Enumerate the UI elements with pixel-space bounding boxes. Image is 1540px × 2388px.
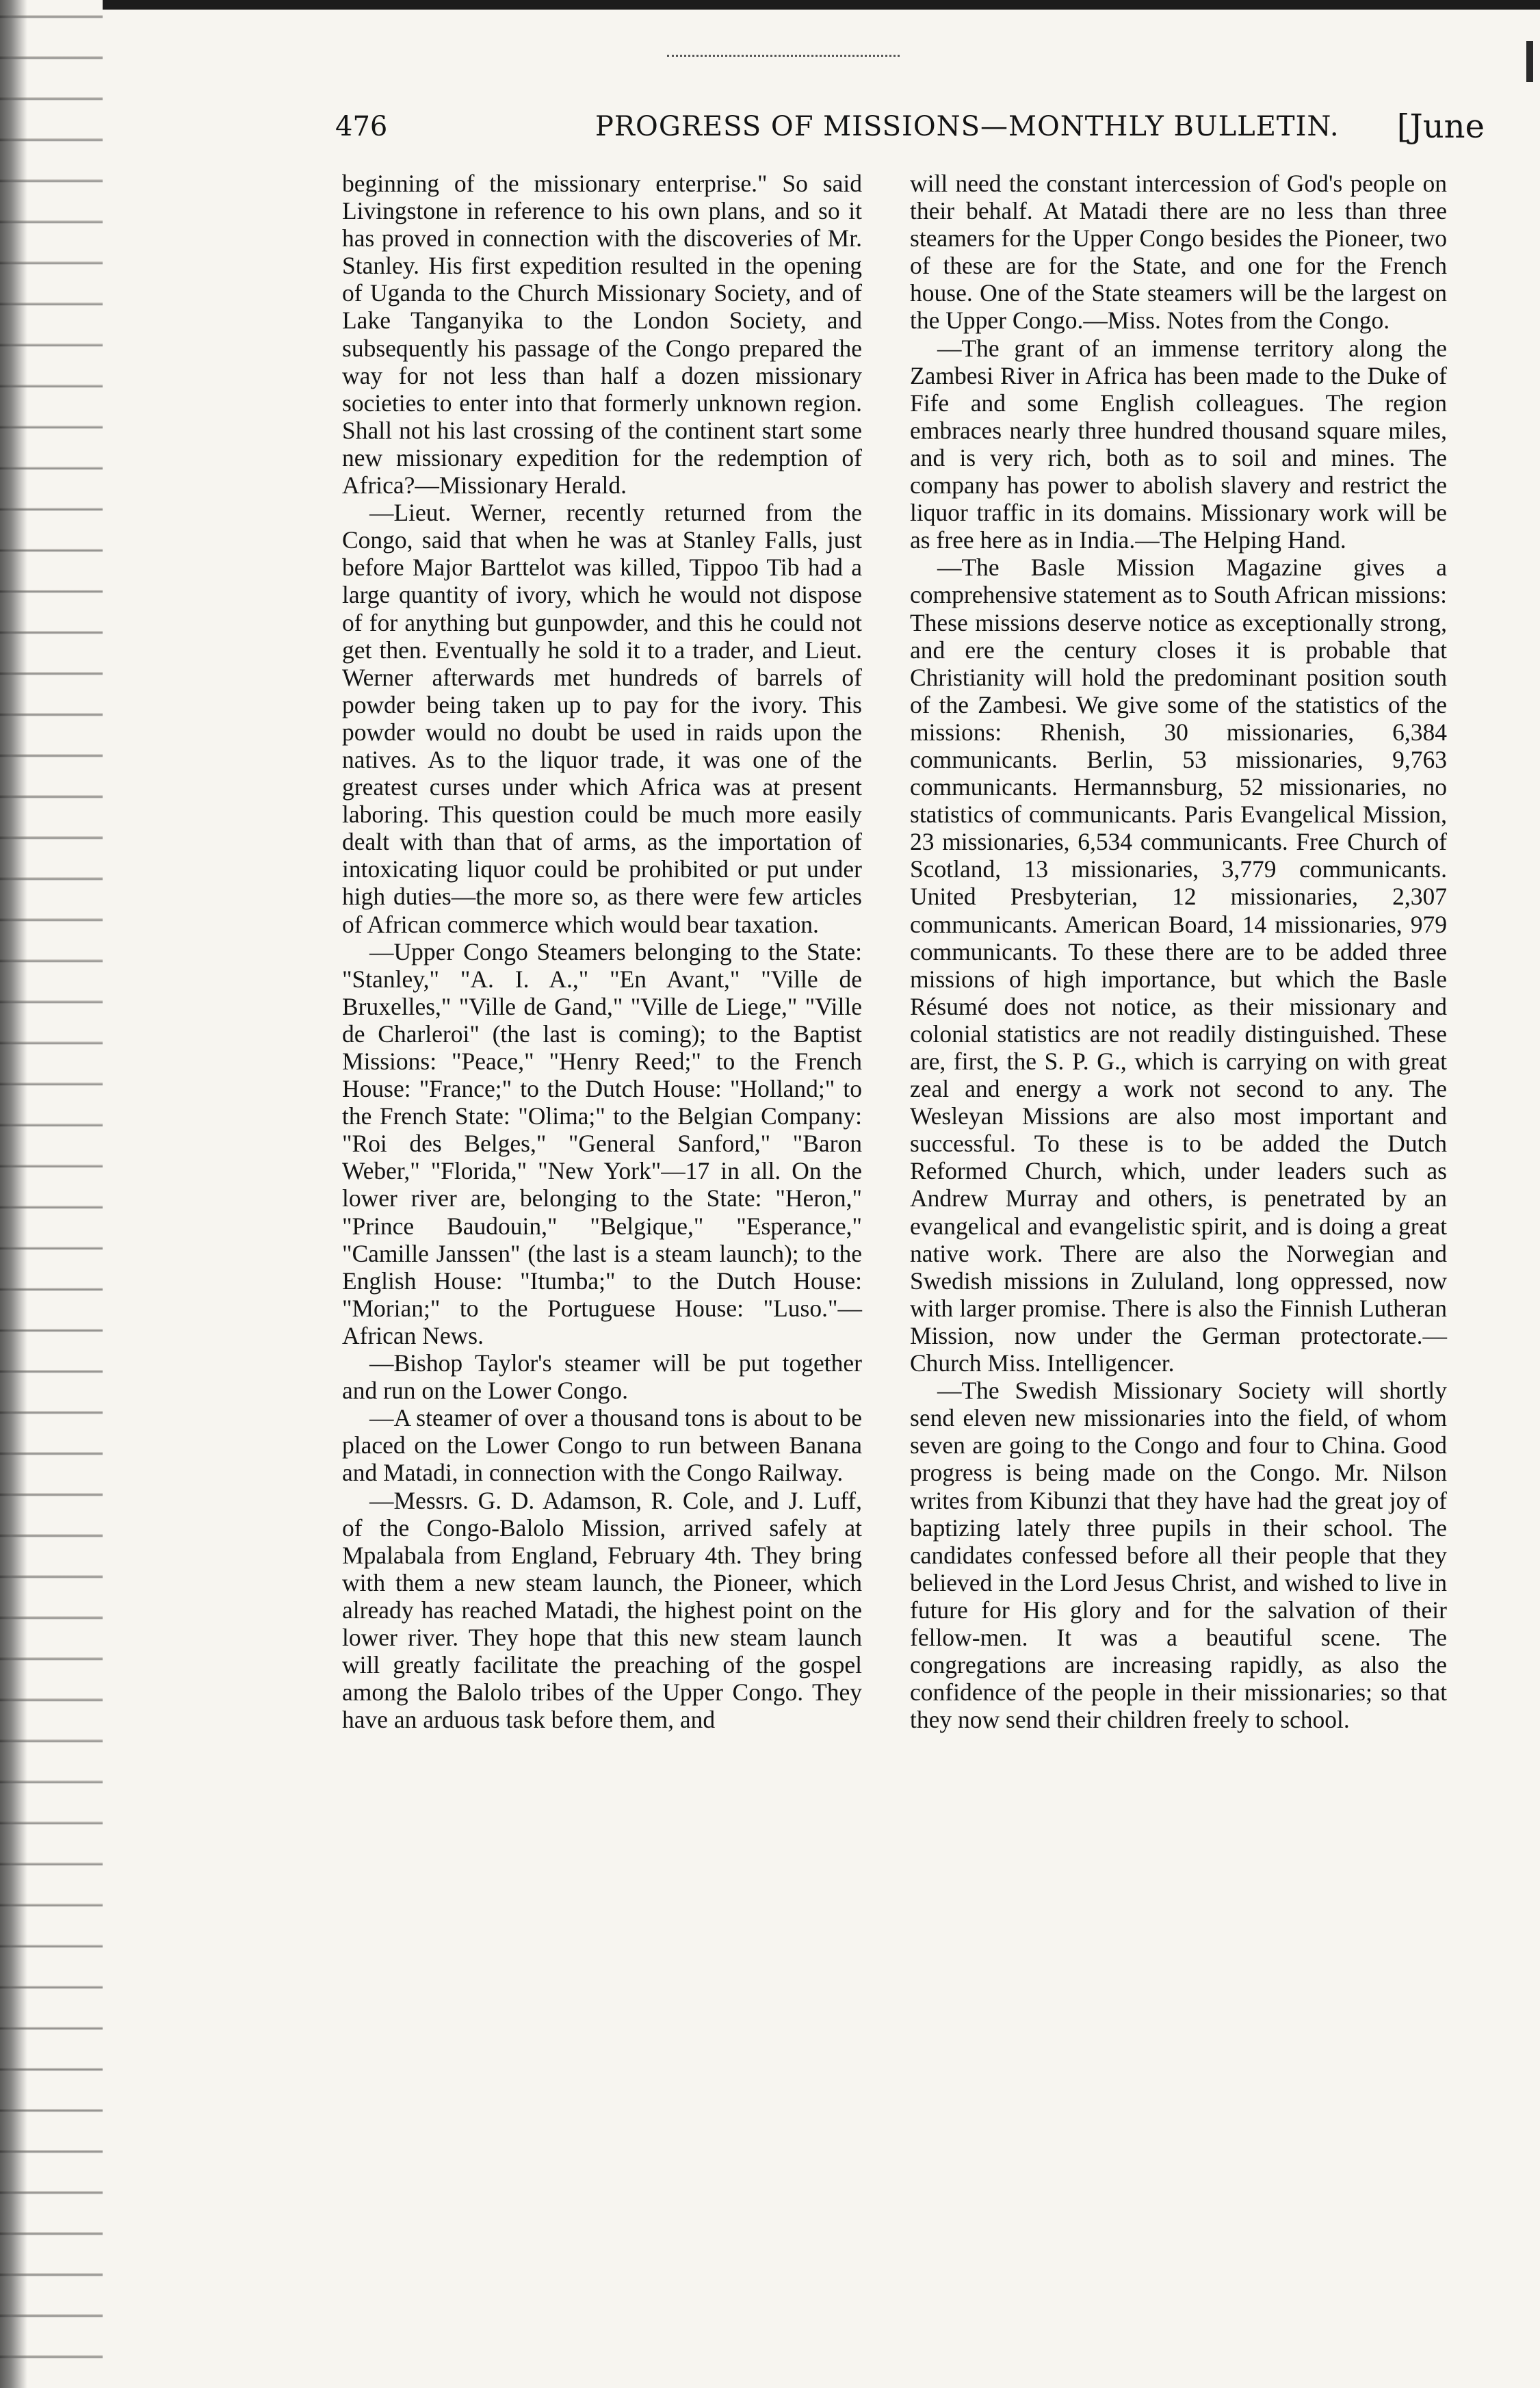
issue-month: [June — [1396, 107, 1485, 146]
scan-artifact — [667, 55, 900, 62]
paragraph: —Messrs. G. D. Adamson, R. Cole, and J. Luff, of the Congo-Balolo Mission, arrived safely at Mpalabala from England, February 4th. They bring with them a new steam launch, the Pioneer, which already has reached Matadi, the highest point on the lower river. They hope that this new steam launch will greatly facilitate the preaching of the gospel among the Balolo tribes of the Upper Congo. They have an arduous task before them, and — [342, 1486, 862, 1734]
paragraph: —Bishop Taylor's steamer will be put together and run on the Lower Congo. — [342, 1349, 862, 1405]
paragraph: —The Basle Mission Magazine gives a comprehensive statement as to South African missions: These missions deserve notice as exceptionally strong, and ere the century closes it is probable that Christianity will hold the predominant position south of the Zambesi. We give some of the statistics of the missions: Rhenish, 30 missionaries, 6,384 communicants. Berlin, 53 missionaries, 9,763 communicants. Hermannsburg, 52 missionaries, no statistics of communicants. Paris Evangelical Mission, 23 missionaries, 6,534 communicants. Free Church of Scotland, 13 missionaries, 3,779 communicants. United Presbyterian, 12 missionaries, 2,307 communicants. American Board, 14 missionaries, 979 communicants. To these there are to be added three missions of high importance, but which the Basle Résumé does not notice, as their missionary and colonial statistics are not readily distinguished. These are, first, the S. P. G., which is carrying on with great zeal and energy a work not second to any. The Wesleyan Missions are also most important and successful. To these is to be added the Dutch Reformed Church, which, under leaders such as Andrew Murray and others, is penetrated by an evangelical and evangelistic spirit, and is doing a great native work. There are also the Norwegian and Swedish missions in Zululand, long oppressed, now with larger promise. There is also the Finnish Lutheran Mission, now under the German protectorate.—Church Miss. Intelligencer. — [910, 554, 1447, 1377]
left-column — [342, 170, 862, 1733]
page-top-edge — [103, 0, 1540, 10]
paragraph: —Lieut. Werner, recently returned from the Congo, said that when he was at Stanley Falls, just before Major Barttelot was killed, Tippoo Tib had a large quantity of ivory, which he would not dispose of for anything but gunpowder, and this he could not get then. Eventually he sold it to a trader, and Lieut. Werner afterwards met hundreds of barrels of powder being taken up to pay for the ivory. This powder would no doubt be used in raids upon the natives. As to the liquor trade, it was one of the greatest curses under which Africa was at present laboring. This question could be much more easily dealt with than that of arms, as the importation of intoxicating liquor could be prohibited or put under high duties—the more so, as there were few articles of African commerce which would bear taxation. — [342, 499, 862, 938]
paragraph: —A steamer of over a thousand tons is about to be placed on the Lower Congo to run between Banana and Matadi, in connection with the Congo Railway. — [342, 1404, 862, 1487]
paragraph: beginning of the missionary enterprise." So said Livingstone in reference to his own plans, and so it has proved in connection with the discoveries of Mr. Stanley. His first expedition resulted in the opening of Uganda to the Church Missionary Society, and of Lake Tanganyika to the London Society, and subsequently his passage of the Congo prepared the way for not less than half a dozen missionary societies to enter into that formerly unknown region. Shall not his last crossing of the continent start some new missionary expedition for the redemption of Africa?—Missionary Herald. — [342, 170, 862, 499]
page-binding-edge — [0, 0, 27, 2388]
paragraph: —The grant of an immense territory along the Zambesi River in Africa has been made to the Duke of Fife and some English colleagues. The region embraces nearly three hundred thousand square miles, and is very rich, both as to soil and mines. The company has power to abolish slavery and restrict the liquor traffic in its domains. Missionary work will be as free here as in India.—The Helping Hand. — [910, 334, 1447, 554]
running-title: PROGRESS OF MISSIONS—MONTHLY BULLETIN. — [595, 111, 1340, 142]
paragraph: —Upper Congo Steamers belonging to the State: "Stanley," "A. I. A.," "En Avant," "Ville de Bruxelles," "Ville de Gand," "Ville de Liege," "Ville de Charleroi" (the last is coming); to the Baptist Missions: "Peace," "Henry Reed;" to the French House: "France;" to the Dutch House: "Holland;" to the French State: "Olima;" to the Belgian Company: "Roi des Belges," "General Sanford," "Baron Weber," "Florida," "New York"—17 in all. On the lower river are, belonging to the State: "Heron," "Prince Baudouin," "Belgique," "Esperance," "Camille Janssen" (the last is a steam launch); to the English House: "Itumba;" to the Dutch House: "Morian;" to the Portuguese House: "Luso."—African News. — [342, 937, 862, 1349]
paragraph: —The Swedish Missionary Society will shortly send eleven new missionaries into the field, of whom seven are going to the Congo and four to China. Good progress is being made on the Congo. Mr. Nilson writes from Kibunzi that they have had the great joy of baptizing lately three pupils in their school. The candidates confessed before all their people that they believed in the Lord Jesus Christ, and wished to live in future for His glory and for the salvation of their fellow-men. It was a beautiful scene. The congregations are increasing rapidly, as also the confidence of the people in their missionaries; so that they now send their children freely to school. — [910, 1377, 1447, 1734]
right-column — [910, 170, 1447, 1733]
corner-mark — [1526, 41, 1533, 82]
page-header — [335, 103, 1498, 151]
page-number: 476 — [335, 111, 388, 142]
paragraph: will need the constant intercession of God's people on their behalf. At Matadi there are no less than three steamers for the Upper Congo besides the Pioneer, two of these are for the State, and one for the French house. One of the State steamers will be the largest on the Upper Congo.—Miss. Notes from the Congo. — [910, 170, 1447, 335]
